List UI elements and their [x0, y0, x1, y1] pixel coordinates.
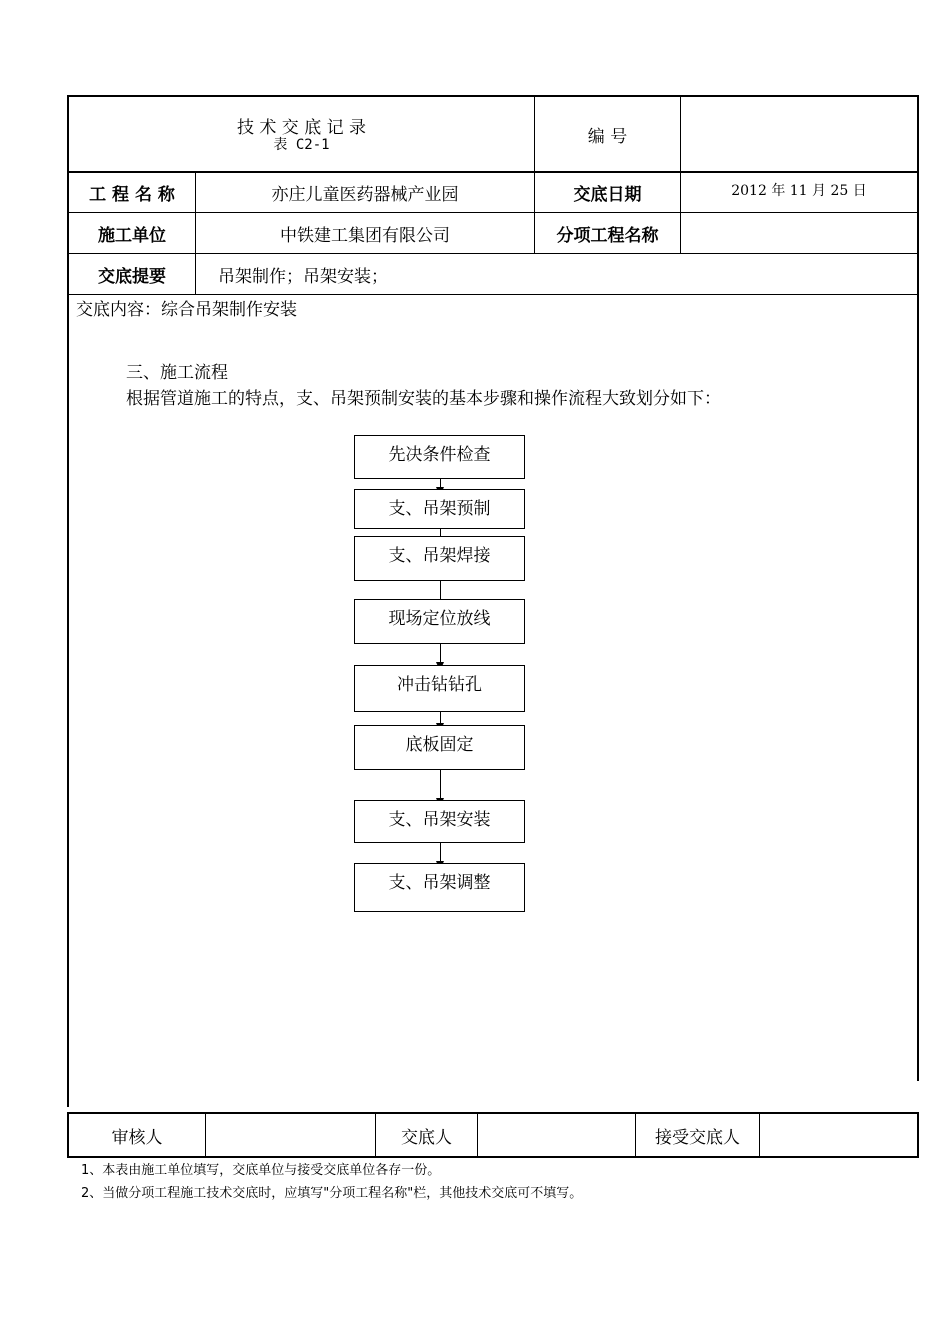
flow-step-adjustment: 支、吊架调整	[354, 863, 525, 912]
signature-border-right	[917, 1112, 919, 1158]
form-number: 表 C2-1	[273, 137, 330, 153]
flow-step-drilling: 冲击钻钻孔	[354, 665, 525, 712]
flow-step-positioning: 现场定位放线	[354, 599, 525, 644]
date-label: 交底日期	[573, 185, 642, 205]
number-label: 编 号	[587, 126, 628, 147]
receiver-label: 接受交底人	[655, 1127, 740, 1148]
reviewer-label: 审核人	[111, 1127, 163, 1148]
section-title: 三、施工流程	[126, 363, 228, 383]
content-heading: 交底内容：综合吊架制作安装	[76, 300, 297, 320]
subitem-name-label: 分项工程名称	[556, 225, 659, 246]
receiver-signature[interactable]	[760, 1114, 917, 1156]
construction-unit-label: 施工单位	[98, 225, 166, 246]
date-value: 2012 年 11 月 25 日	[731, 182, 867, 199]
flow-step-base-fixing: 底板固定	[354, 725, 525, 770]
summary-value: 吊架制作；吊架安装；	[218, 266, 388, 287]
flow-step-prefabrication: 支、吊架预制	[354, 489, 525, 529]
project-name-label: 工 程 名 称	[89, 185, 175, 205]
form-title: 技 术 交 底 记 录	[236, 117, 367, 138]
number-value[interactable]	[681, 97, 917, 171]
project-name-value: 亦庄儿童医药器械产业园	[271, 185, 459, 205]
flow-step-welding: 支、吊架焊接	[354, 536, 525, 581]
footnote: 2、当做分项工程施工技术交底时，应填写"分项工程名称"栏，其他技术交底可不填写。	[81, 1186, 583, 1201]
signature-border-bottom	[67, 1156, 919, 1158]
construction-unit-value: 中铁建工集团有限公司	[280, 225, 450, 246]
flow-step-installation: 支、吊架安装	[354, 800, 525, 843]
discloser-signature[interactable]	[478, 1114, 635, 1156]
table-border-right	[917, 95, 919, 1081]
footnote: 1、本表由施工单位填写，交底单位与接受交底单位各存一份。	[81, 1163, 441, 1178]
summary-label: 交底提要	[98, 266, 166, 287]
flow-step-prerequisite-check: 先决条件检查	[354, 435, 525, 479]
section-intro: 根据管道施工的特点，支、吊架预制安装的基本步骤和操作流程大致划分如下：	[126, 389, 721, 409]
reviewer-signature[interactable]	[206, 1114, 375, 1156]
subitem-name-value[interactable]	[681, 213, 917, 253]
discloser-label: 交底人	[401, 1127, 452, 1148]
